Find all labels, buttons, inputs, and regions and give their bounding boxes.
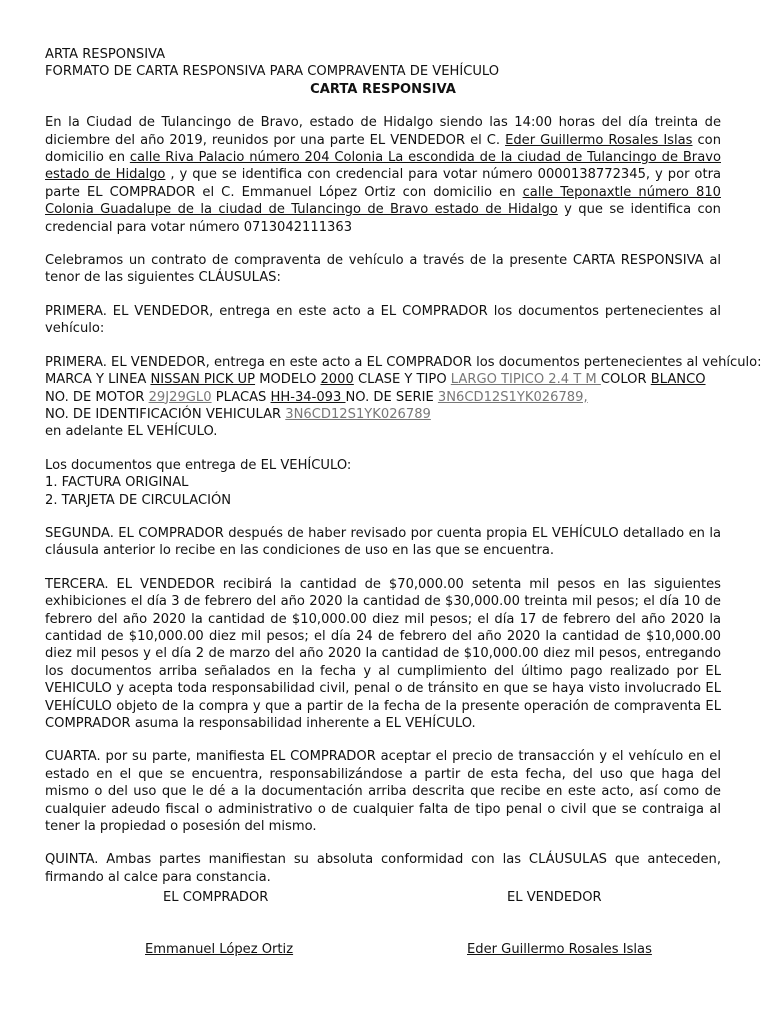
seller-signature-label: EL VENDEDOR xyxy=(507,890,602,905)
vehicle-adelante: en adelante EL VEHÍCULO. xyxy=(45,424,218,440)
tercera-clause: TERCERA. EL VENDEDOR recibirá la cantidad de $70,000.00 setenta mil pesos en las siguientes exhibiciones el día 3 de febrero del año 2020 la cantidad de $30,000.00 treinta mil pesos; el día 10 de febrero del año 2020 la cantidad de $10,000.00 diez mil pesos; el día 17 de febrero del año 2020 la cantidad de $10,000.00 diez mil pesos; el día 24 de febrero del año 2020 la cantidad de $10,000.00 diez mil pesos y el día 2 de marzo del año 2020 la cantidad de $10,000.00 diez mil pesos, entregando los documentos arriba señalados en la fecha y al cumplimiento del último pago realizado por EL VEHICULO y acepta toda responsabilidad civil, penal o de tránsito en que se haya visto involucrado EL VEHÍCULO objeto de la compra y que a partir de la fecha de la presente operación de compraventa EL COMPRADOR asuma la responsabilidad inherente a EL VEHÍCULO. xyxy=(45,576,721,731)
seller-name-field: Eder Guillermo Rosales Islas xyxy=(505,132,693,148)
motor-field: 29J29GL0 xyxy=(148,389,212,405)
nvi-label: NO. DE IDENTIFICACIÓN VEHICULAR xyxy=(45,406,286,422)
vehicle-details xyxy=(45,354,762,441)
documents-list xyxy=(45,457,721,509)
vehicle-line-motor xyxy=(45,389,721,406)
color-label: COLOR xyxy=(600,372,651,388)
quinta-clause: QUINTA. Ambas partes manifiestan su absoluta conformidad con las CLÁUSULAS que anteceden, firmando al calce para constancia. xyxy=(45,852,721,885)
header-line-1: ARTA RESPONSIVA xyxy=(45,47,166,62)
serie-label: NO. DE SERIE xyxy=(345,389,438,405)
modelo-label: MODELO xyxy=(255,372,321,388)
list-item: 2. TARJETA DE CIRCULACIÓN xyxy=(45,492,232,508)
marca-label: MARCA Y LINEA xyxy=(45,372,151,388)
intro-paragraph xyxy=(45,114,721,236)
vehicle-line-marca xyxy=(45,371,721,388)
seller-signature-name: Eder Guillermo Rosales Islas xyxy=(467,942,652,957)
placas-label: PLACAS xyxy=(211,389,271,405)
intro-text-3: , y que se identifica con credencial para votar número 0000138772345, y por otra parte EL COMPRADOR el C. xyxy=(45,167,721,200)
color-field: BLANCO xyxy=(650,372,706,388)
intro-text-1: En la Ciudad de Tulancingo de Bravo, estado de Hidalgo siendo las 14:00 horas del día treinta de diciembre del año 2019, reunidos por una parte EL VENDEDOR el C. xyxy=(45,115,721,148)
modelo-field: 2000 xyxy=(320,372,354,388)
clase-label: CLASE Y TIPO xyxy=(353,372,451,388)
documents-intro: Los documentos que entrega de EL VEHÍCULO: xyxy=(45,457,352,473)
list-item: 1. FACTURA ORIGINAL xyxy=(45,475,189,491)
header-line-2: FORMATO DE CARTA RESPONSIVA PARA COMPRAVENTA DE VEHÍCULO xyxy=(45,64,500,80)
marca-field: NISSAN PICK UP xyxy=(150,372,256,388)
nvi-field: 3N6CD12S1YK026789 xyxy=(285,406,431,422)
intro-text-4: con domicilio en xyxy=(395,184,523,200)
cuarta-clause: CUARTA. por su parte, manifiesta EL COMPRADOR aceptar el precio de transacción y el vehículo en el estado en el que se encuentra, responsabilizándose a partir de esta fecha, del uso que haga del mismo o del uso que le dé a la documentación arriba descrita que recibe en este acto, así como de cualquier adeudo fiscal o administrativo o de cualquier falta de tipo penal o civil que se contraiga al tener la propiedad o posesión del mismo. xyxy=(45,749,721,835)
clase-field: LARGO TIPICO 2.4 T M xyxy=(450,372,601,388)
primera-clause-short: PRIMERA. EL VENDEDOR, entrega en este acto a EL COMPRADOR los documentos pertenecientes al vehículo: xyxy=(45,303,721,337)
buyer-signature-name: Emmanuel López Ortiz xyxy=(145,942,294,957)
motor-label: NO. DE MOTOR xyxy=(45,389,149,405)
intro-text-2: con domicilio en xyxy=(45,132,721,166)
document-body xyxy=(45,46,762,886)
document-title: CARTA RESPONSIVA xyxy=(310,81,456,97)
intro-text-5: y que se identifica con credencial para votar número 0713042111363 xyxy=(45,202,721,235)
buyer-name-field: Emmanuel López Ortiz xyxy=(241,184,396,200)
seller-address-field: calle Riva Palacio número 204 Colonia La escondida de la ciudad de Tulancingo de Bravo estado de Hidalgo xyxy=(45,150,721,183)
placas-field: HH-34-093 xyxy=(270,389,346,405)
serie-field: 3N6CD12S1YK026789, xyxy=(437,389,588,405)
vehicle-line-nvi xyxy=(45,406,721,423)
vehicle-intro: PRIMERA. EL VENDEDOR, entrega en este acto a EL COMPRADOR los documentos pertenecientes al vehículo: xyxy=(45,354,762,370)
buyer-address-field: calle Teponaxtle número 810 Colonia Guadalupe de la ciudad de Tulancingo de Bravo estado de Hidalgo xyxy=(45,184,721,218)
segunda-clause: SEGUNDA. EL COMPRADOR después de haber revisado por cuenta propia EL VEHÍCULO detallado en la cláusula anterior lo recibe en las condiciones de uso en las que se encuentra. xyxy=(45,525,721,559)
celebramos-paragraph: Celebramos un contrato de compraventa de vehículo a través de la presente CARTA RESPONSIVA al tenor de las siguientes CLÁUSULAS: xyxy=(45,253,721,286)
buyer-signature-label: EL COMPRADOR xyxy=(163,890,269,905)
